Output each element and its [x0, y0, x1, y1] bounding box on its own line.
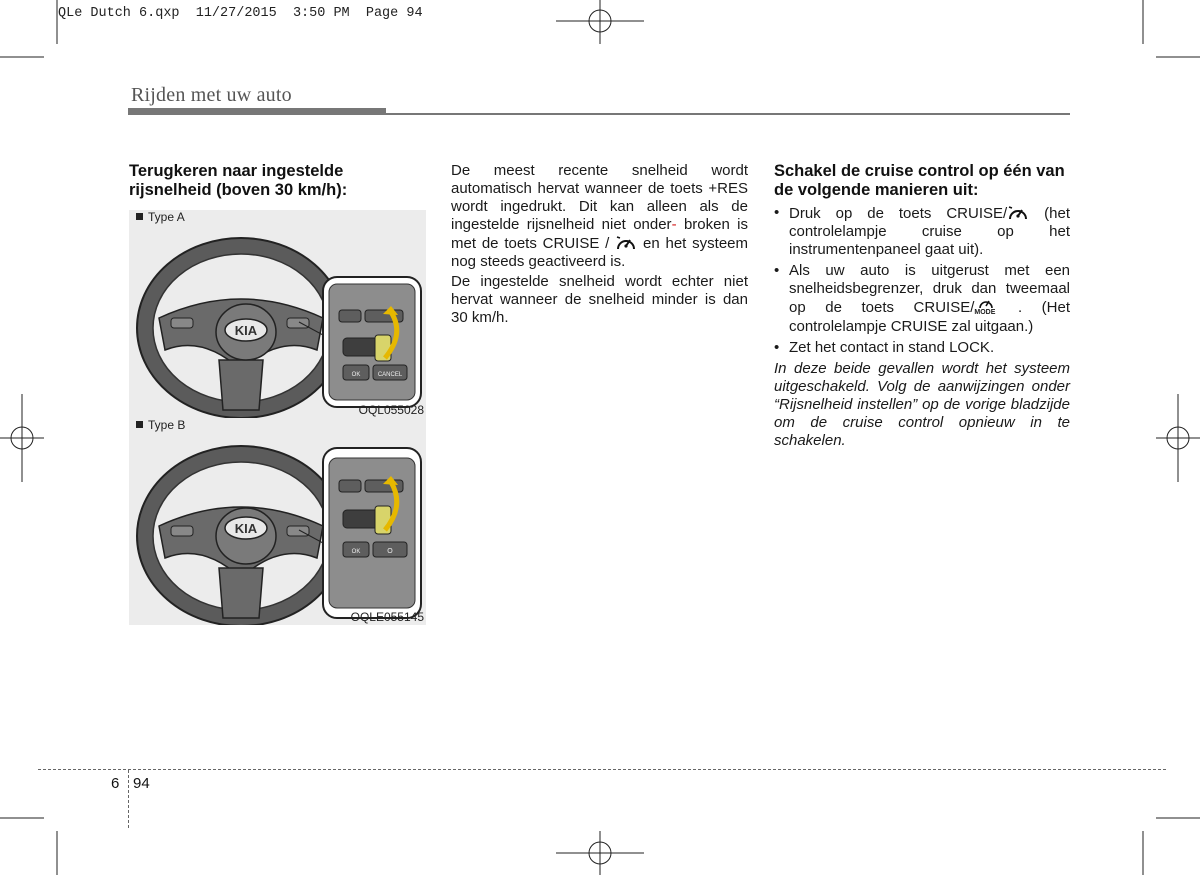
footer-divider: [128, 770, 129, 828]
cruise-speedometer-icon: [615, 234, 637, 252]
cancel-cruise-heading: Schakel de cruise control op één van de volgende manieren uit:: [774, 162, 1065, 199]
svg-text:KIA: KIA: [234, 323, 258, 338]
resume-paragraph-1: De meest recente snelheid wordt automatisch hervat wanneer de toets +RES wordt ingedrukt. Dit kan alleen als de ingestelde rijsnelheid niet onder- broken is met de toets CRUISE / en het systeem nog steeds geactiveerd is.: [451, 162, 749, 270]
registration-mark-top: [556, 0, 644, 44]
print-slug: QLe Dutch 6.qxp 11/27/2015 3:50 PM Page 94: [58, 6, 423, 21]
figure-b-button-ok: OK: [351, 549, 361, 555]
list-item: • Zet het contact in stand LOCK.: [774, 339, 1070, 357]
mode-speedometer-icon: [974, 296, 998, 310]
footer-rule: [38, 769, 1166, 770]
svg-text:KIA: KIA: [234, 521, 258, 536]
column-right: [774, 162, 1070, 450]
figure-a-button-cancel: CANCEL: [377, 372, 403, 378]
mode-label: MODE: [974, 309, 996, 316]
cruise-mode-icon: [974, 298, 998, 318]
resume-speed-heading: Terugkeren naar ingestelde rijsnelheid (boven 30 km/h):: [129, 162, 348, 199]
header-rule-thin: [386, 113, 1070, 115]
resume-paragraph-2: De ingestelde snelheid wordt echter niet hervat wanneer de snelheid minder is dan 30 km/h.: [451, 273, 748, 326]
cancel-methods-list: [774, 204, 1070, 357]
registration-mark-left: [0, 394, 44, 482]
column-left: [129, 162, 425, 625]
registration-mark-right: [1156, 394, 1200, 482]
cruise-speedometer-icon: [1007, 204, 1029, 222]
registration-mark-bottom: [556, 831, 644, 875]
figure-a-code: OQL055028: [358, 403, 424, 417]
column-middle: [451, 162, 748, 329]
figure-b-button-mode: O: [387, 548, 393, 555]
figure-type-a: [129, 210, 426, 418]
figure-type-a-label: Type A: [148, 210, 185, 224]
page-number: 94: [133, 775, 150, 792]
restart-note: In deze beide gevallen wordt het systeem uitgeschakeld. Volg de aanwijzingen onder “Rijsnelheid instellen” op de vorige bladzijde om de cruise control opnieuw in te schakelen.: [774, 360, 1070, 449]
figure-type-b: [129, 418, 426, 625]
list-item: • Als uw auto is uitgerust met een snelheidsbegrenzer, druk dan tweemaal op de toets CRUISE/ MODE . (Het controlelampje CRUISE zal uitgaan.): [774, 262, 1070, 336]
figure-type-b-label: Type B: [148, 418, 186, 432]
section-title: Rijden met uw auto: [131, 84, 292, 106]
header-rule-thick: [128, 108, 386, 115]
chapter-number: 6: [111, 775, 120, 792]
figure-a-button-ok: OK: [351, 372, 361, 378]
list-item: • Druk op de toets CRUISE/ (het controlelampje cruise op het instrumentenpaneel gaat uit).: [774, 204, 1070, 259]
figure-b-code: OQLE055145: [350, 610, 424, 624]
